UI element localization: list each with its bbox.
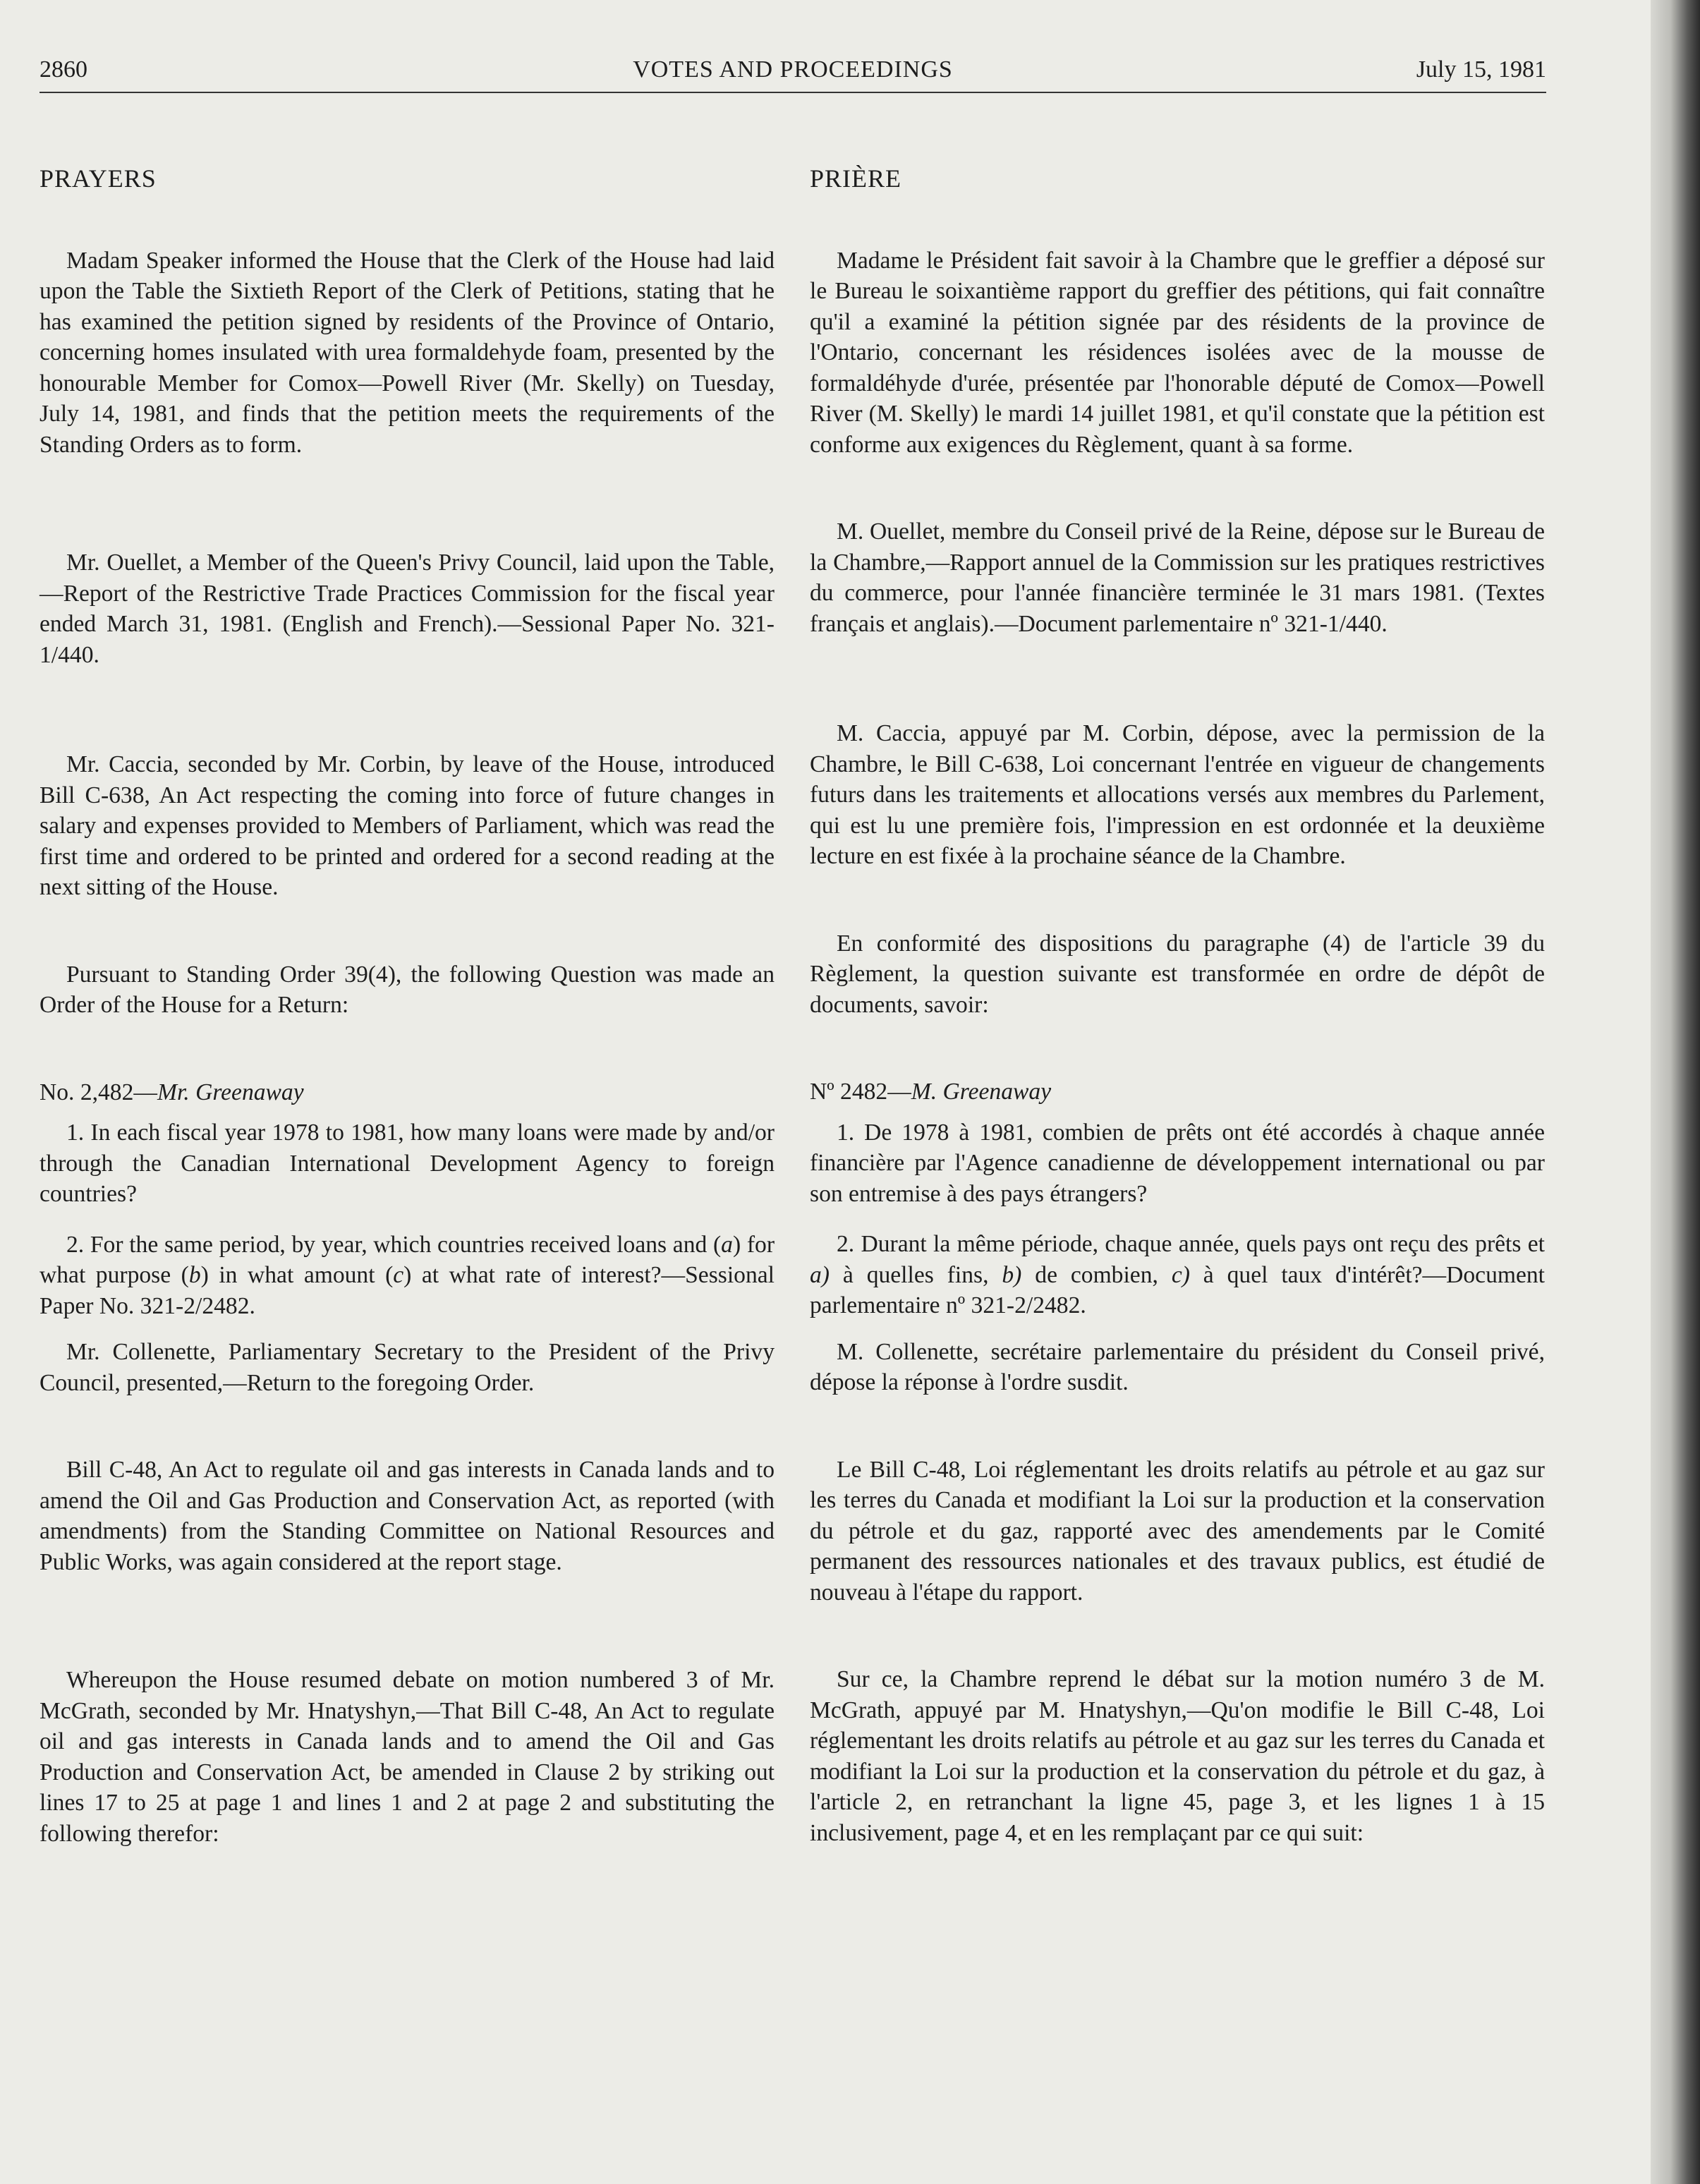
running-title: VOTES AND PROCEEDINGS <box>633 56 953 83</box>
paragraph-trade-practices-report: M. Ouellet, membre du Conseil privé de la Reine, dépose sur le Bureau de la Chambre,—Rapport annuel de la Commission sur les pratiques restrictives du commerce, pour l'année financière terminée le 31 mars 1981. (Textes français et anglais).—Document parlementaire nº 321-1/440. <box>810 518 1545 637</box>
paragraph-trade-practices-report: Mr. Ouellet, a Member of the Queen's Privy Council, laid upon the Table,—Report of the Restrictive Trade Practices Commission for the fiscal year ended March 31, 1981. (English and French).—Sessional Paper No. 321-1/440. <box>40 550 775 668</box>
text-run: de combien, <box>1021 1261 1172 1288</box>
paragraph-bill-c638: Mr. Caccia, seconded by Mr. Corbin, by leave of the House, introduced Bill C-638, An Act respecting the coming into force of future changes in salary and expenses provided to Members of Parliament, which was read the first time and ordered to be printed and ordered for a second reading at the next sitting of the House. <box>40 751 775 900</box>
text-run: 2. Durant la même période, chaque année, quels pays ont reçu des prêts et <box>837 1231 1545 1257</box>
paragraph-standing-order: En conformité des dispositions du paragraphe (4) de l'article 39 du Règlement, la question suivante est transformée en ordre de dépôt de documents, savoir: <box>810 930 1545 1018</box>
paragraph-motion-3: Whereupon the House resumed debate on motion numbered 3 of Mr. McGrath, seconded by Mr. Hnatyshyn,—That Bill C-48, An Act to regulate oil and gas interests in Canada lands and to amend the Oil and Gas Production and Conservation Act, be amended in Clause 2 by striking out lines 17 to 25 at page 1 and lines 1 and 2 at page 2 and substituting the following therefor: <box>40 1667 775 1847</box>
text-run: à quel taux d'intérêt?—Document parlementaire nº 321-2/2482. <box>810 1261 1546 1318</box>
paragraph-bill-c48: Bill C-48, An Act to regulate oil and gas interests in Canada lands and to amend the Oil and Gas Production and Conservation Act, as reported (with amendments) from the Standing Committee on National Resources and Public Works, was again considered at the report stage. <box>40 1457 775 1575</box>
text-run: ) at what rate of interest?—Sessional Paper No. 321-2/2482. <box>40 1262 775 1319</box>
header-date: July 15, 1981 <box>1416 56 1546 83</box>
text-run: ) in what amount ( <box>200 1262 394 1288</box>
section-heading: PRAYERS <box>40 164 157 193</box>
text-run: 2. For the same period, by year, which countries received loans and ( <box>66 1231 722 1258</box>
text-run: à quelles fins, <box>829 1261 1002 1288</box>
italic-letter: c) <box>1171 1261 1190 1288</box>
binding-edge-shadow <box>1651 0 1700 2184</box>
paragraph-return-presented: M. Collenette, secrétaire parlementaire du président du Conseil privé, dépose la réponse à l'ordre susdit. <box>810 1338 1545 1395</box>
paragraph-standing-order: Pursuant to Standing Order 39(4), the following Question was made an Order of the House for a Return: <box>40 961 775 1018</box>
question-part-1: 1. De 1978 à 1981, combien de prêts ont été accordés à chaque année financière par l'Agence canadienne de développement international ou par son entremise à des pays étrangers? <box>810 1119 1545 1207</box>
italic-letter: a <box>721 1231 733 1258</box>
header-rule <box>40 92 1546 93</box>
italic-letter: c <box>393 1262 404 1288</box>
paragraph-petition-report: Madam Speaker informed the House that the Clerk of the House had laid upon the Table the Sixtieth Report of the Clerk of Petitions, stating that he has examined the petition signed by residents of the Province of Ontario, concerning homes insulated with urea formaldehyde foam, presented by the honourable Member for Comox—Powell River (Mr. Skelly) on Tuesday, July 14, 1981, and finds that the petition meets the requirements of the Standing Orders as to form. <box>40 247 775 458</box>
page-header <box>40 56 1546 92</box>
question-number: No. 2,482— <box>40 1079 157 1105</box>
text-run: ) for what purpose ( <box>40 1231 775 1288</box>
section-heading: PRIÈRE <box>810 164 902 193</box>
question-member: M. Greenaway <box>911 1079 1052 1105</box>
paragraph-motion-3: Sur ce, la Chambre reprend le débat sur la motion numéro 3 de M. McGrath, appuyé par M. Hnatyshyn,—Qu'on modifie le Bill C-48, Loi réglementant les droits relatifs au pétrole et au gaz sur les terres du Canada et modifiant la Loi sur la production et la conservation du pétrole et du gaz, à l'article 2, en retranchant la ligne 45, page 3, et les lignes 1 à 15 inclusivement, page 4, et en les remplaçant par ce qui suit: <box>810 1666 1545 1846</box>
italic-letter: b <box>188 1262 201 1288</box>
italic-letter: a) <box>810 1261 830 1288</box>
question-part-1: 1. In each fiscal year 1978 to 1981, how many loans were made by and/or through the Canadian International Development Agency to foreign countries? <box>40 1120 775 1207</box>
paragraph-bill-c48: Le Bill C-48, Loi réglementant les droits relatifs au pétrole et au gaz sur les terres du Canada et modifiant la Loi sur la production et la conservation du pétrole et du gaz, rapporté avec des amendements par le Comité permanent des ressources nationales et des travaux publics, est étudié de nouveau à l'étape du rapport. <box>810 1456 1545 1606</box>
question-header <box>810 1076 1545 1108</box>
page-number: 2860 <box>40 56 87 83</box>
question-header <box>40 1077 775 1108</box>
french-column <box>810 155 1545 1848</box>
question-part-2 <box>40 1230 775 1322</box>
english-column <box>40 155 775 1849</box>
paragraph-bill-c638: M. Caccia, appuyé par M. Corbin, dépose, avec la permission de la Chambre, le Bill C-638, Loi concernant l'entrée en vigueur de changements futurs dans les traitements et allocations versés aux membres du Parlement, qui est lu une première fois, l'impression en est ordonnée et la deuxième lecture en est fixée à la prochaine séance de la Chambre. <box>810 720 1545 869</box>
paragraph-return-presented: Mr. Collenette, Parliamentary Secretary to the President of the Privy Council, presented,—Return to the foregoing Order. <box>40 1339 775 1396</box>
question-member: Mr. Greenaway <box>157 1079 304 1105</box>
question-part-2 <box>810 1229 1545 1321</box>
question-number: Nº 2482— <box>810 1079 911 1105</box>
italic-letter: b) <box>1002 1261 1022 1288</box>
paragraph-petition-report: Madame le Président fait savoir à la Chambre que le greffier a déposé sur le Bureau le soixantième rapport du greffier des pétitions, qui fait connaître qu'il a examiné la pétition signée par des résidents de la province de l'Ontario, concernant les résidences isolées avec de la mousse de formaldéhyde d'urée, présentée par l'honorable député de Comox—Powell River (M. Skelly) le mardi 14 juillet 1981, et qu'il constate que la pétition est conforme aux exigences du Règlement, quant à sa forme. <box>810 247 1545 458</box>
